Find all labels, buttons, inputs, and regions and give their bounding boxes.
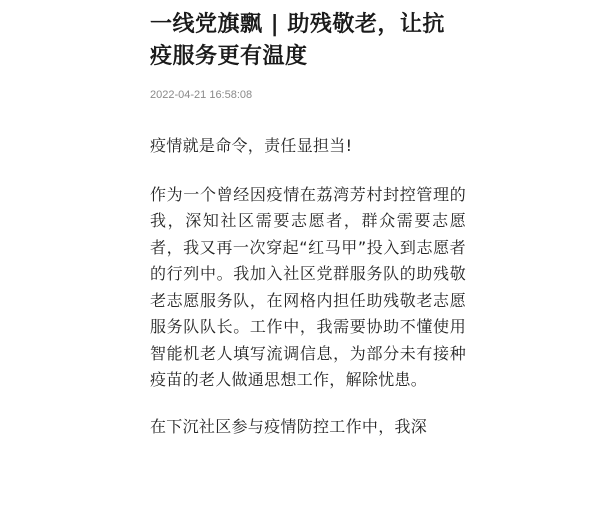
article-paragraph: 在下沉社区参与疫情防控工作中，我深 bbox=[150, 416, 428, 436]
article-paragraph: 疫情就是命令，责任显担当! bbox=[150, 136, 353, 155]
publish-timestamp: 2022-04-21 16:58:08 bbox=[150, 89, 253, 101]
article bbox=[150, 0, 466, 440]
article-paragraph: 作为一个曾经因疫情在荔湾芳村封控管理的我，深知社区需要志愿者，群众需要志愿者，我又再一次穿起“红马甲”投入到志愿者的行列中。我加入社区党群服务队的助残敬老志愿服务队，在网格内担任助残敬老志愿服务队队长。工作中，我需要协助不懂使用智能机老人填写流调信息，为部分未有接种疫苗的老人做通思想工作，解除忧患。 bbox=[150, 184, 466, 389]
article-title: 一线党旗飘 | 助残敬老，让抗疫服务更有温度 bbox=[150, 12, 445, 69]
